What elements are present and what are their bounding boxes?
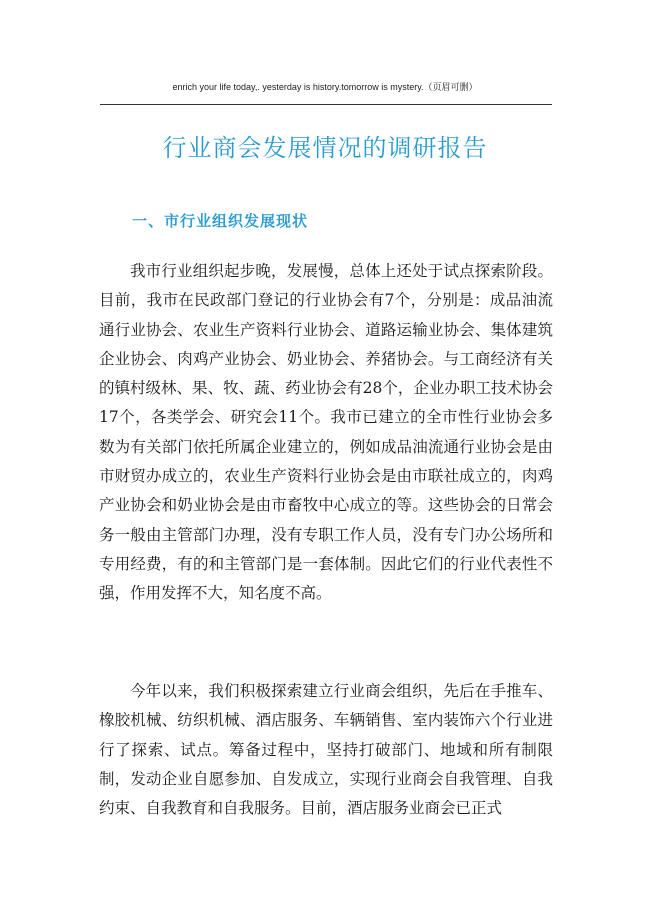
section-heading: 一、市行业组织发展现状 [132, 212, 309, 230]
body-paragraph-1: 我市行业组织起步晚，发展慢，总体上还处于试点探索阶段。目前，我市在民政部门登记的行业协会有7个，分别是：成品油流通行业协会、农业生产资料行业协会、道路运输业协会、集体建筑企业协会、肉鸡产业协会、奶业协会、养猪协会。与工商经济有关的镇村级林、果、牧、蔬、药业协会有28个，企业办职工技术协会17个，各类学会、研究会11个。我市已建立的全市性行业协会多数为有关部门依托所属企业建立的，例如成品油流通行业协会是由市财贸办成立的，农业生产资料行业协会是由市联社成立的，肉鸡产业协会和奶业协会是由市畜牧中心成立的等。这些协会的日常会务一般由主管部门办理，没有专职工作人员，没有专门办公场所和专用经费，有的和主管部门是一套体制。因此它们的行业代表性不强，作用发挥不大，知名度不高。 [99, 262, 553, 603]
header-divider [100, 104, 552, 105]
page-header-text: enrich your life today,. yesterday is history.tomorrow is mystery.（页眉可删） [172, 82, 478, 92]
document-title: 行业商会发展情况的调研报告 [162, 134, 488, 162]
body-paragraph-2: 今年以来，我们积极探索建立行业商会组织，先后在手推车、橡胶机械、纺织机械、酒店服务、车辆销售、室内装饰六个行业进行了探索、试点。筹备过程中，坚持打破部门、地域和所有制限制，发动企业自愿参加、自发成立，实现行业商会自我管理、自我约束、自我教育和自我服务。目前，酒店服务业商会已正式 [99, 682, 553, 818]
